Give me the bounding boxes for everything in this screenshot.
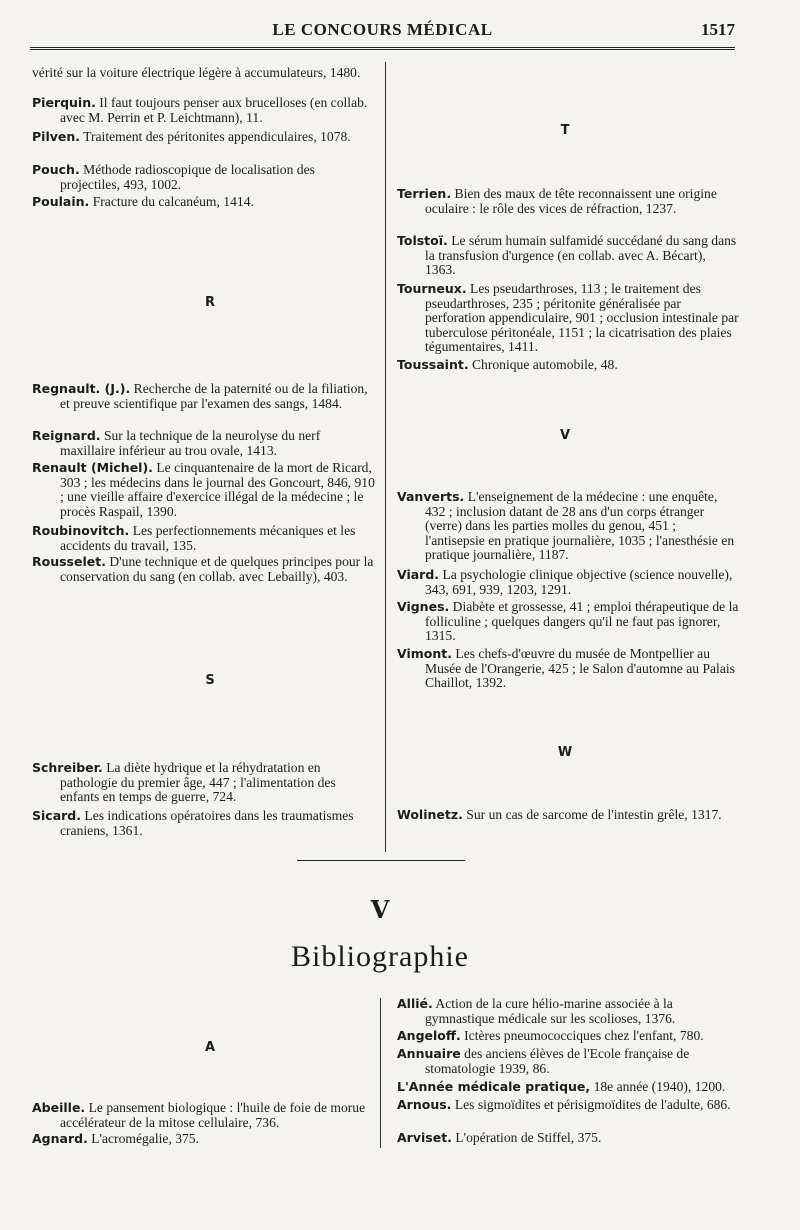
index-entry xyxy=(32,1132,377,1147)
entry-text: Les pseudarthroses, 113 ; le traitement des pseudarthroses, 235 ; péritonite généralisée par perforation appendiculaire, 901 ; occlusion intestinale par tuberculose péritonéale, 1151 ; la cicatrisation des plaies tégumentaires, 1411. xyxy=(425,281,739,354)
index-entry xyxy=(32,195,377,210)
entry-text: Méthode radioscopique de localisation des projectiles, 493, 1002. xyxy=(60,162,315,192)
entry-name: Vignes. xyxy=(397,599,450,614)
entry-name: Reignard. xyxy=(32,428,101,443)
entry-text: La psychologie clinique objective (science nouvelle), 343, 691, 939, 1203, 1291. xyxy=(425,567,733,597)
entry-name: Tourneux. xyxy=(397,281,467,296)
entry-name: Pouch. xyxy=(32,162,80,177)
index-entry xyxy=(32,555,377,584)
entry-text: Diabète et grossesse, 41 ; emploi thérapeutique de la folliculine ; quelques dangers qu'il ne faut pas ignorer, 1315. xyxy=(425,599,739,643)
index-entry xyxy=(32,429,377,458)
letter-heading-w: W xyxy=(557,745,573,760)
entry-name: Viard. xyxy=(397,567,440,582)
letter-heading-t: T xyxy=(560,123,570,138)
index-entry xyxy=(397,1080,739,1095)
entry-text: Sur la technique de la neurolyse du nerf maxillaire inférieur au trou ovale, 1413. xyxy=(60,428,321,458)
index-entry xyxy=(397,647,739,691)
entry-text: L'opération de Stiffel, 375. xyxy=(455,1130,602,1145)
index-entry xyxy=(397,234,739,278)
entry-text: Traitement des péritonites appendiculaires, 1078. xyxy=(83,129,351,144)
letter-heading-v: V xyxy=(559,428,571,443)
entry-text: La diète hydrique et la réhydratation en pathologie du premier âge, 447 ; l'alimentation des enfants en temps de guerre, 724. xyxy=(60,760,336,804)
entry-name: Roubinovitch. xyxy=(32,523,130,538)
entry-name: Regnault. (J.). xyxy=(32,381,131,396)
right-column xyxy=(395,66,737,856)
index-entry xyxy=(32,163,377,192)
entry-text: Les chefs-d'œuvre du musée de Montpellier au Musée de l'Orangerie, 425 ; le Salon d'automne au Palais Chaillot, 1392. xyxy=(425,646,735,690)
entry-name: Renault (Michel). xyxy=(32,460,153,475)
entry-name: Poulain. xyxy=(32,194,90,209)
entry-text: des anciens élèves de l'Ecole française de stomatologie 1939, 86. xyxy=(425,1046,690,1076)
entry-text: Action de la cure hélio-marine associée à la gymnastique médicale sur les scolioses, 1376. xyxy=(425,996,676,1026)
entry-name: Terrien. xyxy=(397,186,452,201)
entry-text: Le sérum humain sulfamidé succédané du sang dans la transfusion d'urgence (en collab. avec A. Bécart), 1363. xyxy=(425,233,737,277)
entry-text: 18e année (1940), 1200. xyxy=(593,1079,726,1094)
index-entry xyxy=(32,524,377,553)
column-divider-bottom xyxy=(380,998,381,1148)
index-entry xyxy=(397,490,739,563)
entry-text: Fracture du calcanéum, 1414. xyxy=(92,194,254,209)
index-entry xyxy=(32,809,377,838)
column-divider-top xyxy=(385,62,386,852)
entry-name: Angeloff. xyxy=(397,1028,461,1043)
entry-name: Rousselet. xyxy=(32,554,106,569)
entry-name: Toussaint. xyxy=(397,357,469,372)
letter-heading-a: A xyxy=(204,1040,216,1055)
header-rule xyxy=(30,47,735,50)
entry-name: Tolstoï. xyxy=(397,233,448,248)
section-number: V xyxy=(370,895,390,924)
index-entry xyxy=(397,1029,739,1044)
index-entry xyxy=(397,1098,739,1113)
section-title: Bibliographie xyxy=(291,940,469,973)
page-header xyxy=(30,20,735,46)
biblio-left-column xyxy=(30,995,375,1155)
index-entry xyxy=(397,1047,739,1076)
index-entry xyxy=(32,382,377,411)
entry-text: Sur un cas de sarcome de l'intestin grêle, 1317. xyxy=(466,807,722,822)
entry-text: Le pansement biologique : l'huile de foie de morue accélérateur de la mitose cellulaire, 736. xyxy=(60,1100,366,1130)
index-entry xyxy=(397,282,739,355)
letter-heading-s: S xyxy=(205,673,215,688)
entry-name: Pilven. xyxy=(32,129,81,144)
entry-text: Les sigmoïdites et périsigmoïdites de l'adulte, 686. xyxy=(454,1097,731,1112)
entry-text: Le cinquantenaire de la mort de Ricard, 303 ; les médecins dans le journal des Goncourt, 846, 910 ; une vieille affaire d'exercice illégal de la médecine ; le procès Raspail, 1390. xyxy=(60,460,375,519)
entry-name: Arnous. xyxy=(397,1097,452,1112)
index-entry xyxy=(397,997,739,1026)
entry-name: L'Année médicale pratique, xyxy=(397,1079,591,1094)
index-entry xyxy=(397,1131,739,1146)
index-entry xyxy=(32,130,377,145)
index-entry xyxy=(32,761,377,805)
index-entry xyxy=(397,187,739,216)
entry-text: Les indications opératoires dans les traumatismes craniens, 1361. xyxy=(60,808,354,838)
entry-name: Allié. xyxy=(397,996,433,1011)
entry-text: Les perfectionnements mécaniques et les accidents du travail, 135. xyxy=(60,523,356,553)
page-number: 1517 xyxy=(701,20,735,39)
entry-text: vérité sur la voiture électrique légère à accumulateurs, 1480. xyxy=(32,65,361,80)
entry-name: Sicard. xyxy=(32,808,81,823)
entry-name: Arviset. xyxy=(397,1130,452,1145)
journal-title: LE CONCOURS MÉDICAL xyxy=(272,20,493,39)
biblio-right-column xyxy=(395,997,737,1157)
index-entry xyxy=(397,358,739,373)
index-entry xyxy=(32,461,377,519)
entry-name: Abeille. xyxy=(32,1100,86,1115)
entry-name: Pierquin. xyxy=(32,95,96,110)
index-entry xyxy=(32,66,377,81)
index-entry xyxy=(32,1101,377,1130)
entry-text: Ictères pneumococciques chez l'enfant, 780. xyxy=(464,1028,704,1043)
entry-text: L'acromégalie, 375. xyxy=(91,1131,199,1146)
entry-name: Wolinetz. xyxy=(397,807,463,822)
entry-text: L'enseignement de la médecine : une enquête, 432 ; inclusion datant de 28 ans d'un corps étranger (verre) dans les parties molles du genou, 451 ; l'antisepsie en pratique journalière, 1035 ; l'anesthésie en pratique journalière, 1187. xyxy=(425,489,735,562)
entry-text: D'une technique et de quelques principes pour la conservation du sang (en collab. avec Lebailly), 403. xyxy=(60,554,374,584)
letter-heading-r: R xyxy=(204,295,215,310)
entry-name: Annuaire xyxy=(397,1046,461,1061)
index-entry xyxy=(397,568,739,597)
entry-text: Recherche de la paternité ou de la filiation, et preuve scientifique par l'examen des sangs, 1484. xyxy=(60,381,368,411)
entry-name: Vimont. xyxy=(397,646,452,661)
entry-text: Bien des maux de tête reconnaissent une origine oculaire : le rôle des vices de réfraction, 1237. xyxy=(425,186,717,216)
index-entry xyxy=(32,96,377,125)
entry-text: Chronique automobile, 48. xyxy=(471,357,618,372)
section-rule xyxy=(297,860,465,861)
left-column xyxy=(30,66,375,856)
index-entry xyxy=(397,808,739,823)
index-entry xyxy=(397,600,739,644)
entry-name: Vanverts. xyxy=(397,489,465,504)
entry-name: Agnard. xyxy=(32,1131,88,1146)
entry-text: Il faut toujours penser aux brucelloses (en collab. avec M. Perrin et P. Leichtmann), 11. xyxy=(60,95,368,125)
entry-name: Schreiber. xyxy=(32,760,103,775)
